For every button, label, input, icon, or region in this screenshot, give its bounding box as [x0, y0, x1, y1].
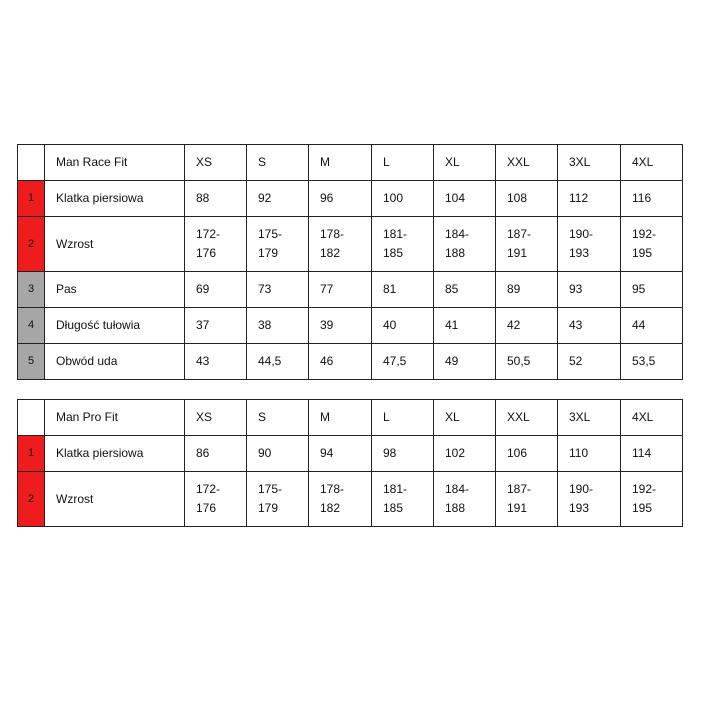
value-cell: 114 [621, 436, 683, 472]
value-cell: 73 [247, 272, 309, 308]
value-cell: 42 [496, 308, 558, 344]
size-header: 3XL [558, 400, 621, 436]
value-cell: 187- 191 [496, 472, 558, 527]
measurement-label: Obwód uda [45, 344, 185, 380]
value-cell: 175- 179 [247, 472, 309, 527]
value-cell: 94 [309, 436, 372, 472]
table-title: Man Race Fit [45, 145, 185, 181]
row-number-cell: 2 [18, 472, 45, 527]
value-cell: 38 [247, 308, 309, 344]
size-header: 3XL [558, 145, 621, 181]
value-cell: 39 [309, 308, 372, 344]
value-cell: 108 [496, 181, 558, 217]
size-header: M [309, 145, 372, 181]
value-cell: 85 [434, 272, 496, 308]
value-cell: 112 [558, 181, 621, 217]
value-cell: 50,5 [496, 344, 558, 380]
row-number-cell: 2 [18, 217, 45, 272]
value-cell: 95 [621, 272, 683, 308]
size-header: XS [185, 145, 247, 181]
table-row [18, 472, 683, 527]
value-cell: 90 [247, 436, 309, 472]
size-header: L [372, 145, 434, 181]
value-cell: 44 [621, 308, 683, 344]
table-row [18, 308, 683, 344]
measurement-label: Wzrost [45, 472, 185, 527]
value-cell: 190- 193 [558, 217, 621, 272]
row-number-cell: 5 [18, 344, 45, 380]
value-cell: 41 [434, 308, 496, 344]
value-cell: 172- 176 [185, 472, 247, 527]
size-header: 4XL [621, 145, 683, 181]
row-number-cell: 3 [18, 272, 45, 308]
value-cell: 93 [558, 272, 621, 308]
value-cell: 116 [621, 181, 683, 217]
value-cell: 110 [558, 436, 621, 472]
value-cell: 92 [247, 181, 309, 217]
value-cell: 46 [309, 344, 372, 380]
measurement-label: Pas [45, 272, 185, 308]
value-cell: 178- 182 [309, 472, 372, 527]
row-number-cell: 1 [18, 436, 45, 472]
table-header-row [18, 145, 683, 181]
measurement-label: Długość tułowia [45, 308, 185, 344]
value-cell: 172- 176 [185, 217, 247, 272]
measurement-label: Wzrost [45, 217, 185, 272]
value-cell: 106 [496, 436, 558, 472]
table-row [18, 181, 683, 217]
value-cell: 184- 188 [434, 472, 496, 527]
value-cell: 81 [372, 272, 434, 308]
size-header: 4XL [621, 400, 683, 436]
size-header: XS [185, 400, 247, 436]
value-cell: 43 [185, 344, 247, 380]
value-cell: 86 [185, 436, 247, 472]
size-header: S [247, 145, 309, 181]
row-number-cell [18, 400, 45, 436]
value-cell: 69 [185, 272, 247, 308]
table-title: Man Pro Fit [45, 400, 185, 436]
table-header-row [18, 400, 683, 436]
value-cell: 43 [558, 308, 621, 344]
value-cell: 88 [185, 181, 247, 217]
value-cell: 175- 179 [247, 217, 309, 272]
value-cell: 184- 188 [434, 217, 496, 272]
value-cell: 89 [496, 272, 558, 308]
man-race-fit-table [17, 144, 683, 380]
size-header: XXL [496, 145, 558, 181]
value-cell: 190- 193 [558, 472, 621, 527]
value-cell: 44,5 [247, 344, 309, 380]
value-cell: 52 [558, 344, 621, 380]
value-cell: 49 [434, 344, 496, 380]
table-row [18, 436, 683, 472]
value-cell: 77 [309, 272, 372, 308]
size-header: XL [434, 400, 496, 436]
value-cell: 181- 185 [372, 217, 434, 272]
size-header: XL [434, 145, 496, 181]
value-cell: 102 [434, 436, 496, 472]
value-cell: 181- 185 [372, 472, 434, 527]
value-cell: 96 [309, 181, 372, 217]
value-cell: 47,5 [372, 344, 434, 380]
measurement-label: Klatka piersiowa [45, 436, 185, 472]
value-cell: 192- 195 [621, 472, 683, 527]
size-header: L [372, 400, 434, 436]
size-header: M [309, 400, 372, 436]
man-pro-fit-table [17, 399, 683, 527]
value-cell: 40 [372, 308, 434, 344]
row-number-cell: 1 [18, 181, 45, 217]
size-header: XXL [496, 400, 558, 436]
value-cell: 104 [434, 181, 496, 217]
table-row [18, 344, 683, 380]
measurement-label: Klatka piersiowa [45, 181, 185, 217]
value-cell: 37 [185, 308, 247, 344]
value-cell: 53,5 [621, 344, 683, 380]
row-number-cell [18, 145, 45, 181]
value-cell: 192- 195 [621, 217, 683, 272]
value-cell: 178- 182 [309, 217, 372, 272]
value-cell: 100 [372, 181, 434, 217]
row-number-cell: 4 [18, 308, 45, 344]
value-cell: 187- 191 [496, 217, 558, 272]
size-header: S [247, 400, 309, 436]
table-row [18, 217, 683, 272]
table-row [18, 272, 683, 308]
value-cell: 98 [372, 436, 434, 472]
